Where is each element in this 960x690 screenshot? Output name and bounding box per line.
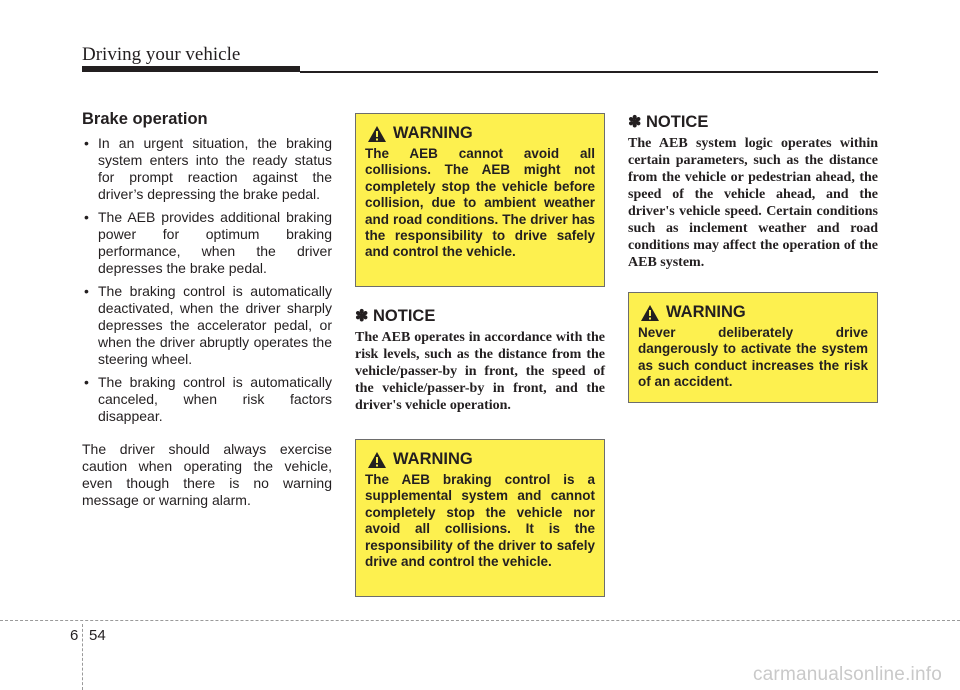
warning-triangle-icon — [640, 304, 660, 322]
warning-label: WARNING — [393, 124, 473, 142]
notice-block-system-logic — [628, 112, 878, 271]
bullet-list — [82, 135, 332, 425]
page-number: 54 — [89, 627, 106, 644]
notice-label: NOTICE — [373, 307, 436, 325]
list-item: • The braking control is automatically canceled, when risk factors disappear. — [84, 374, 332, 424]
list-item: • In an urgent situation, the braking system enters into the ready status for prompt reaction against the driver’s depressing the brake pedal. — [84, 135, 332, 202]
notice-text: The AEB system logic operates within certain parameters, such as the distance from the vehicle or pedestrian ahead, the speed of the vehicle ahead, and the driver's vehicle speed. Certain conditions such as inclement weather and road conditions may affect the operation of the AEB system. — [628, 136, 878, 270]
bullet-dot: • — [84, 209, 89, 225]
warning-text: Never deliberately drive dangerously to activate the system as such conduct increases the risk of an accident. — [638, 325, 868, 390]
bullet-dot: • — [84, 283, 89, 299]
bullet-dot: • — [84, 374, 89, 390]
notice-label: NOTICE — [646, 113, 709, 131]
notice-block-risk-levels — [355, 306, 605, 414]
warning-box-supplemental — [355, 439, 605, 597]
warning-box-aeb-limits — [355, 113, 605, 287]
warning-text: The AEB cannot avoid all collisions. The AEB might not completely stop the vehicle before collision, due to ambient weather and road conditions. The driver has the responsibility to drive safely and control the vehicle. — [365, 146, 595, 260]
list-item: • The AEB provides additional braking power for optimum braking performance, when the driver depresses the brake pedal. — [84, 209, 332, 276]
notice-star-icon: ✽ — [355, 308, 369, 325]
left-column — [82, 110, 332, 509]
list-item: • The braking control is automatically deactivated, when the driver sharply depresses the accelerator pedal, or when the driver abruptly operates the steering wheel. — [84, 283, 332, 367]
section-heading: Brake operation — [82, 110, 208, 128]
warning-label: WARNING — [666, 303, 746, 321]
warning-label: WARNING — [393, 450, 473, 468]
warning-text: The AEB braking control is a supplemental system and cannot completely stop the vehicle nor avoid all collisions. It is the responsibility of the driver to safely drive and control the vehicle. — [365, 472, 595, 570]
warning-box-dangerous-driving — [628, 292, 878, 403]
warning-triangle-icon — [367, 125, 387, 143]
bullet-dot: • — [84, 135, 89, 151]
caution-paragraph: The driver should always exercise caution when operating the vehicle, even though there is no warning message or warning alarm. — [82, 441, 332, 508]
chapter-number: 6 — [70, 627, 79, 644]
header-rule-thin — [300, 71, 878, 73]
footer-vertical-divider — [82, 624, 84, 690]
notice-text: The AEB operates in accordance with the risk levels, such as the distance from the vehicle/passer-by in front, the speed of the vehicle/passer-by in front, and the driver's vehicle operation. — [355, 330, 605, 413]
page-header-title: Driving your vehicle — [82, 44, 241, 65]
notice-star-icon: ✽ — [628, 114, 642, 131]
footer-divider — [0, 620, 960, 622]
watermark: carmanualsonline.info — [752, 664, 942, 685]
header-rule-thick — [82, 66, 300, 72]
warning-triangle-icon — [367, 451, 387, 469]
